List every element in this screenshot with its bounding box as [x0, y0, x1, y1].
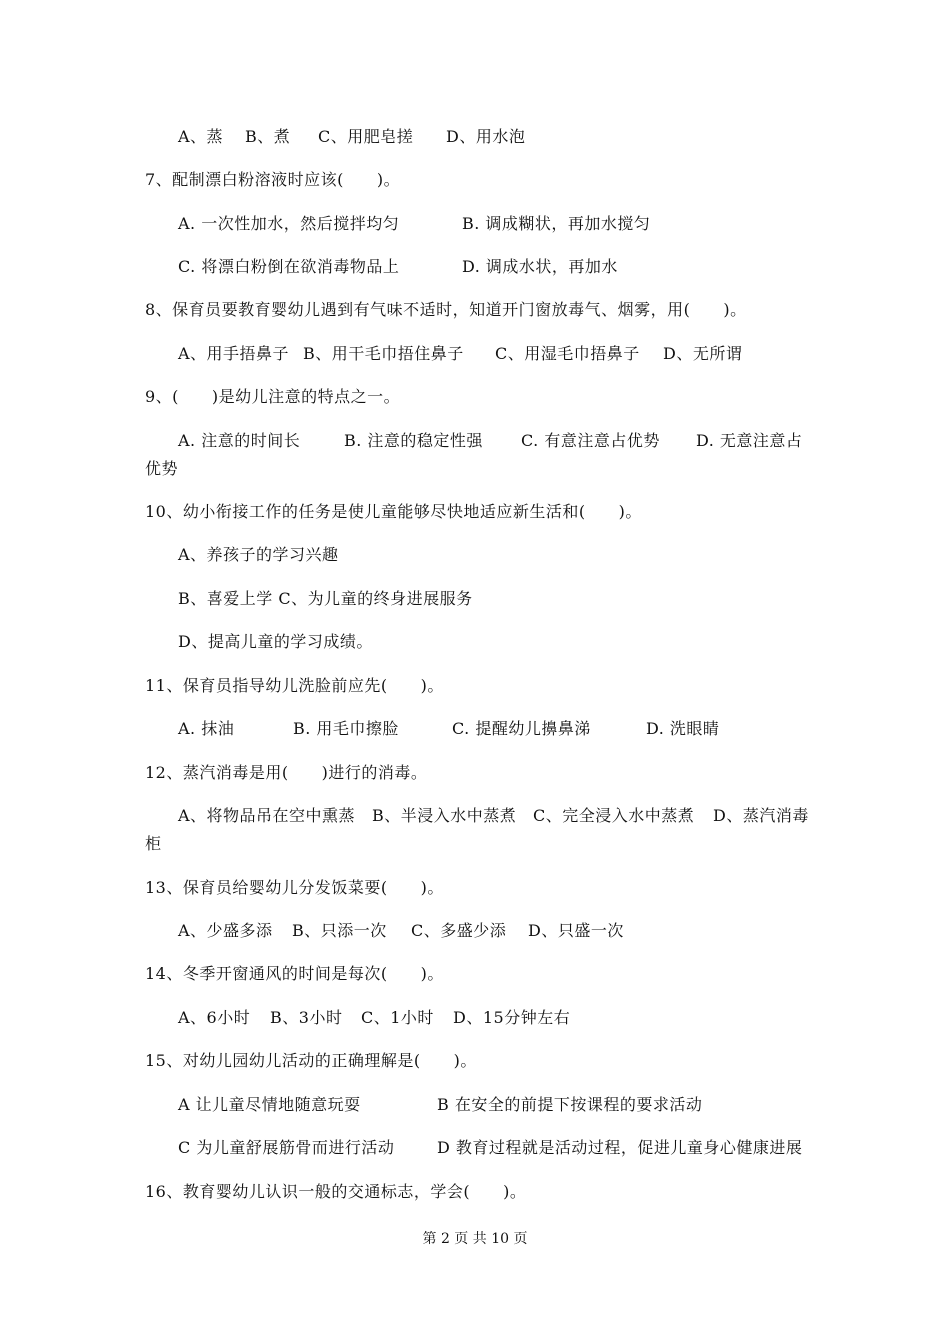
option-b: B. 注意的稳定性强 [344, 431, 483, 450]
option-d: D 教育过程就是活动过程，促进儿童身心健康进展 [437, 1138, 803, 1157]
question-7-stem: 7、配制漂白粉溶液时应该( )。 [145, 170, 401, 189]
question-10-option-d: D、提高儿童的学习成绩。 [178, 632, 373, 651]
question-8-stem: 8、保育员要教育婴幼儿遇到有气味不适时，知道开门窗放毒气、烟雾，用( )。 [145, 300, 747, 319]
option-b: B. 调成糊状，再加水搅匀 [462, 214, 651, 233]
option-a: A. 注意的时间长 [178, 431, 301, 450]
option-d: D、蒸汽消毒 [713, 806, 809, 825]
question-15-stem: 15、对幼儿园幼儿活动的正确理解是( )。 [145, 1051, 477, 1070]
question-16-stem: 16、教育婴幼儿认识一般的交通标志，学会( )。 [145, 1182, 527, 1201]
option-c: C. 将漂白粉倒在欲消毒物品上 [178, 257, 400, 276]
option-c: C、用肥皂搓 [318, 127, 414, 146]
option-a: A、少盛多添 [178, 921, 273, 940]
option-d: D、用水泡 [446, 127, 526, 146]
option-c: C. 有意注意占优势 [521, 431, 660, 450]
question-9-stem: 9、( )是幼儿注意的特点之一。 [145, 387, 401, 406]
question-13-stem: 13、保育员给婴幼儿分发饭菜要( )。 [145, 878, 444, 897]
question-10-stem: 10、幼小衔接工作的任务是使儿童能够尽快地适应新生活和( )。 [145, 502, 642, 521]
option-b: B 在安全的前提下按课程的要求活动 [437, 1095, 703, 1114]
question-12-option-continuation: 柜 [145, 834, 162, 853]
option-d: D. 洗眼睛 [646, 719, 720, 738]
option-c: C、多盛少添 [411, 921, 507, 940]
option-b: B、只添一次 [292, 921, 387, 940]
page-number: 第 2 页 共 10 页 [422, 1231, 528, 1247]
option-d: D、只盛一次 [528, 921, 624, 940]
option-a: A、将物品吊在空中熏蒸 [178, 806, 356, 825]
option-c: C. 提醒幼儿擤鼻涕 [452, 719, 591, 738]
question-11-stem: 11、保育员指导幼儿洗脸前应先( )。 [145, 676, 444, 695]
option-c: C、用湿毛巾捂鼻子 [495, 344, 640, 363]
option-d: D. 无意注意占 [696, 431, 803, 450]
question-9-option-continuation: 优势 [145, 459, 179, 478]
question-10-option-b-c: B、喜爱上学 C、为儿童的终身进展服务 [178, 589, 473, 608]
option-b: B. 用毛巾擦脸 [293, 719, 399, 738]
option-b: B、用干毛巾捂住鼻子 [303, 344, 464, 363]
option-d: D. 调成水状，再加水 [462, 257, 618, 276]
option-a: A、用手捂鼻子 [178, 344, 290, 363]
option-b: B、3小时 [270, 1008, 343, 1027]
option-a: A. 一次性加水，然后搅拌均匀 [178, 214, 400, 233]
option-a: A 让儿童尽情地随意玩耍 [178, 1095, 361, 1114]
option-a: A、6小时 [178, 1008, 251, 1027]
option-c: C 为儿童舒展筋骨而进行活动 [178, 1138, 395, 1157]
option-c: C、1小时 [361, 1008, 434, 1027]
option-b: B、煮 [245, 127, 291, 146]
option-d: D、15分钟左右 [453, 1008, 571, 1027]
option-d: D、无所谓 [663, 344, 743, 363]
option-b: B、半浸入水中蒸煮 [372, 806, 517, 825]
question-10-option-a: A、养孩子的学习兴趣 [178, 545, 339, 564]
question-14-stem: 14、冬季开窗通风的时间是每次( )。 [145, 964, 444, 983]
option-c: C、完全浸入水中蒸煮 [533, 806, 695, 825]
option-a: A. 抹油 [178, 719, 235, 738]
option-a: A、蒸 [178, 127, 224, 146]
question-12-stem: 12、蒸汽消毒是用( )进行的消毒。 [145, 763, 428, 782]
